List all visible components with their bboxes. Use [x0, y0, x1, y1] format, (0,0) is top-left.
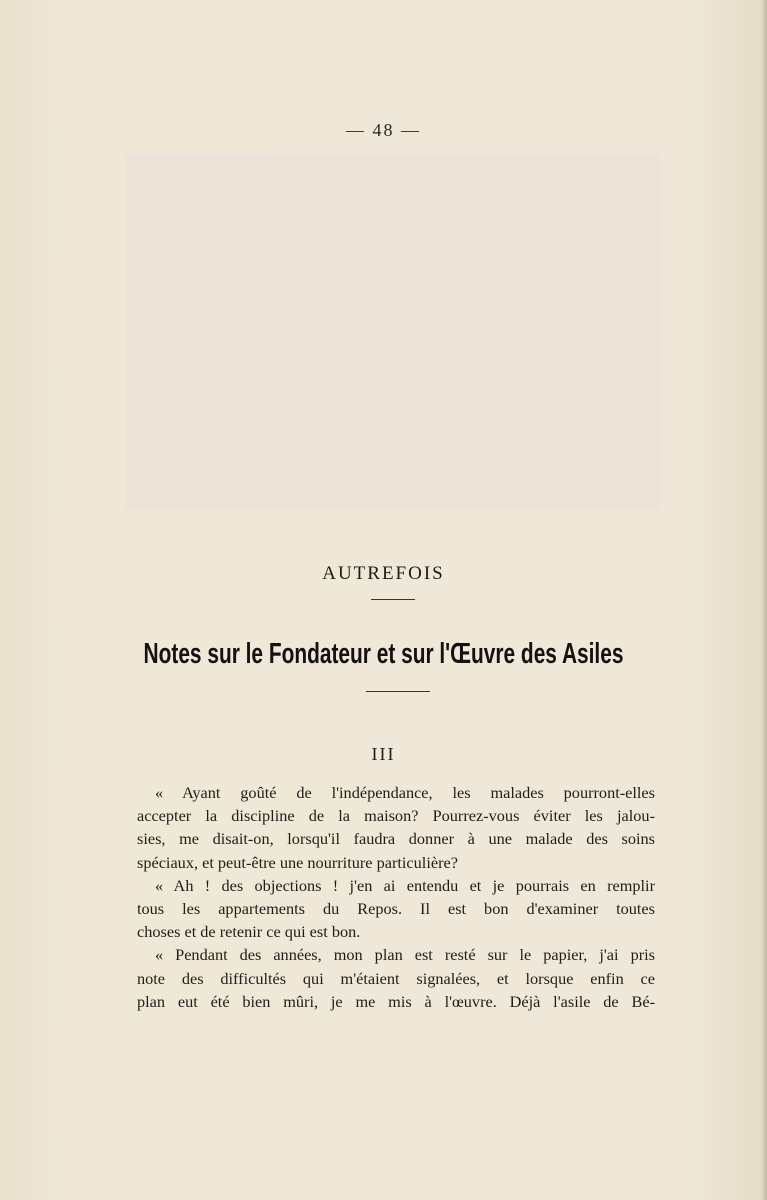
- text-line: « Pendant des années, mon plan est resté sur le papier, j'ai pris: [155, 945, 655, 965]
- text-line: spéciaux, et peut-être une nourriture particulière?: [137, 852, 458, 872]
- text-line: accepter la discipline de la maison? Pourrez-vous éviter les jalou-: [137, 806, 655, 826]
- text-line: « Ayant goûté de l'indépendance, les malades pourront-elles: [155, 783, 655, 802]
- text-line: « Ah ! des objections ! j'en ai entendu et je pourrais en remplir: [155, 875, 655, 895]
- text-line: sies, me disait-on, lorsqu'il faudra donner à une malade des soins: [137, 829, 655, 849]
- divider-rule: [366, 691, 430, 692]
- text-line: plan eut été bien mûri, je me mis à l'œuvre. Déjà l'asile de Bé-: [137, 991, 655, 1011]
- text-line: note des difficultés qui m'étaient signalées, et lorsque enfin ce: [137, 968, 655, 988]
- illustration-placeholder: [126, 154, 661, 510]
- main-title: Notes sur le Fondateur et sur l'Œuvre des Asiles: [143, 638, 624, 670]
- divider-rule: [371, 599, 415, 600]
- chapter-number: III: [371, 744, 396, 764]
- section-title: AUTREFOIS: [322, 563, 445, 584]
- text-line: choses et de retenir ce qui est bon.: [137, 922, 361, 942]
- page-edge-shadow: [761, 0, 767, 1200]
- page-number: — 48 —: [346, 120, 421, 140]
- text-line: tous les appartements du Repos. Il est bon d'examiner toutes: [137, 898, 655, 918]
- body-text: [137, 781, 655, 1013]
